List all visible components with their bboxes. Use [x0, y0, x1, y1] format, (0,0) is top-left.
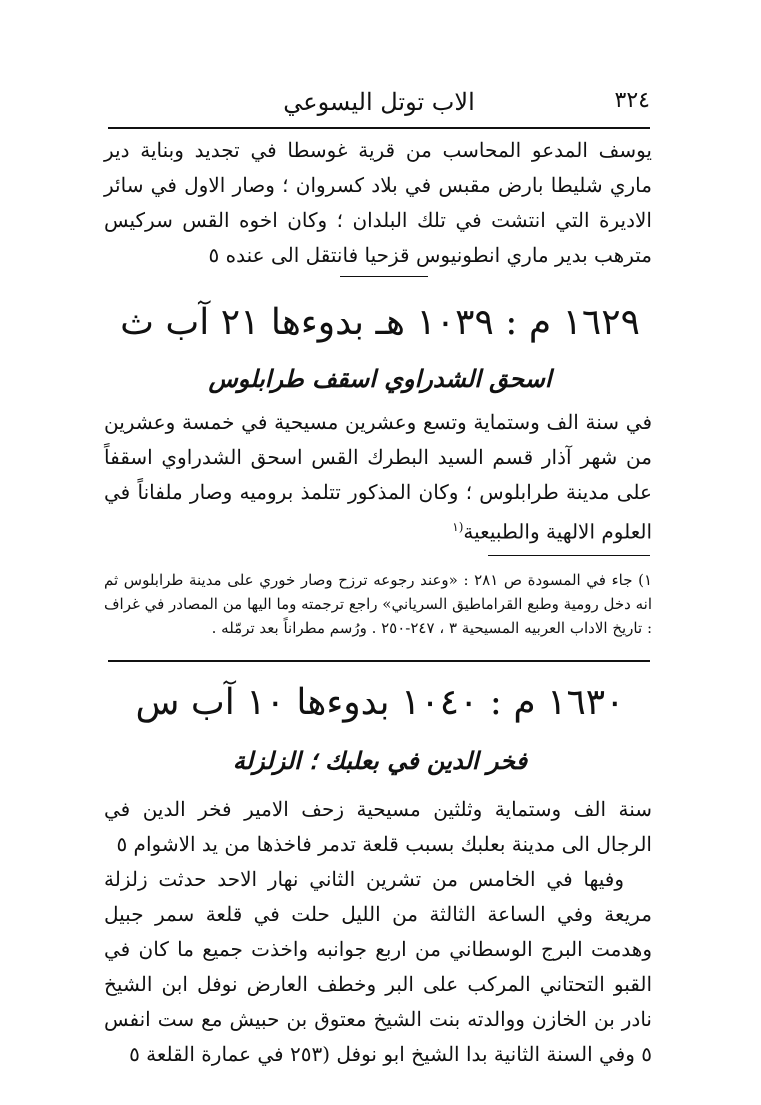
section-divider [108, 660, 650, 662]
section-subheading: فخر الدين في بعلبك ؛ الزلزلة [232, 746, 528, 775]
page-number: ٣٢٤ [614, 88, 650, 113]
running-title: الاب توتل اليسوعي [283, 88, 475, 116]
body-paragraph: سنة الف وستماية وثلثين مسيحية زحف الامير فخر الدين في الرجال الى مدينة بعلبك بسبب قلعة تدمر فاخذها من يد الاشوام ٥ [104, 797, 652, 856]
footnote-marker: (١ [452, 520, 464, 534]
section-divider [340, 276, 428, 277]
intro-paragraph: يوسف المدعو المحاسب من قرية غوسطا في تجديد وبناية دير ماري شليطا بارض مقبس في بلاد كسروان ؛ وصار الاول في سائر الاديرة التي انتشت في تلك البلدان ؛ وكان اخوه القس سركيس مترهب بدير ماري انطونيوس قزحيا فانتقل الى عنده ٥ [104, 138, 652, 267]
date-heading: ١٦٣٠ م : ١٠٤٠ بدوءها ١٠ آب س [135, 682, 625, 723]
header-rule [108, 127, 650, 129]
page-header [108, 84, 650, 124]
body-paragraph: وفيها في الخامس من تشرين الثاني نهار الاحد حدثت زلزلة مريعة وفي الساعة الثالثة من الليل حلت في قلعة سمر جبيل وهدمت البرج الوسطاني من اربع جوانبه واخذت جميع ما كان في القبو التحتاني المركب على البر وخطف العارض نوفل ابن الشيخ نادر بن الخازن ووالدته بنت الشيخ معتوق بن حبيش مع ست انفس ٥ وفي السنة الثانية بدا الشيخ ابو نوفل (٢٥٣ في عمارة القلعة ٥ [104, 867, 652, 1066]
footnote-rule [488, 555, 650, 556]
paragraph-text: في سنة الف وستماية وتسع وعشرين مسيحية في خمسة وعشرين من شهر آذار قسم السيد البطرك القس اسحق الشدراوي اسقفاً على مدينة طرابلوس ؛ وكان المذكور تتلمذ بروميه وصار ملفاناً في العلوم الالهية والطبيعية [104, 410, 652, 544]
section-subheading: اسحق الشدراوي اسقف طرابلوس [208, 364, 552, 393]
body-paragraph [104, 405, 652, 550]
date-heading: ١٦٢٩ م : ١٠٣٩ هـ بدوءها ٢١ آب ث [120, 302, 640, 343]
footnote: ١) جاء في المسودة ص ٢٨١ : «وعند رجوعه ترزح وصار خوري على مدينة طرابلوس ثم انه دخل رومية وطبع القراماطيق السرياني» راجع ترجمته وما اليها من المصادر في غراف : تاريخ الاداب العربيه المسيحية ٣ ، ٢٤٧-٢٥٠ . ورُسم مطراناً بعد ترمّله . [104, 571, 652, 637]
